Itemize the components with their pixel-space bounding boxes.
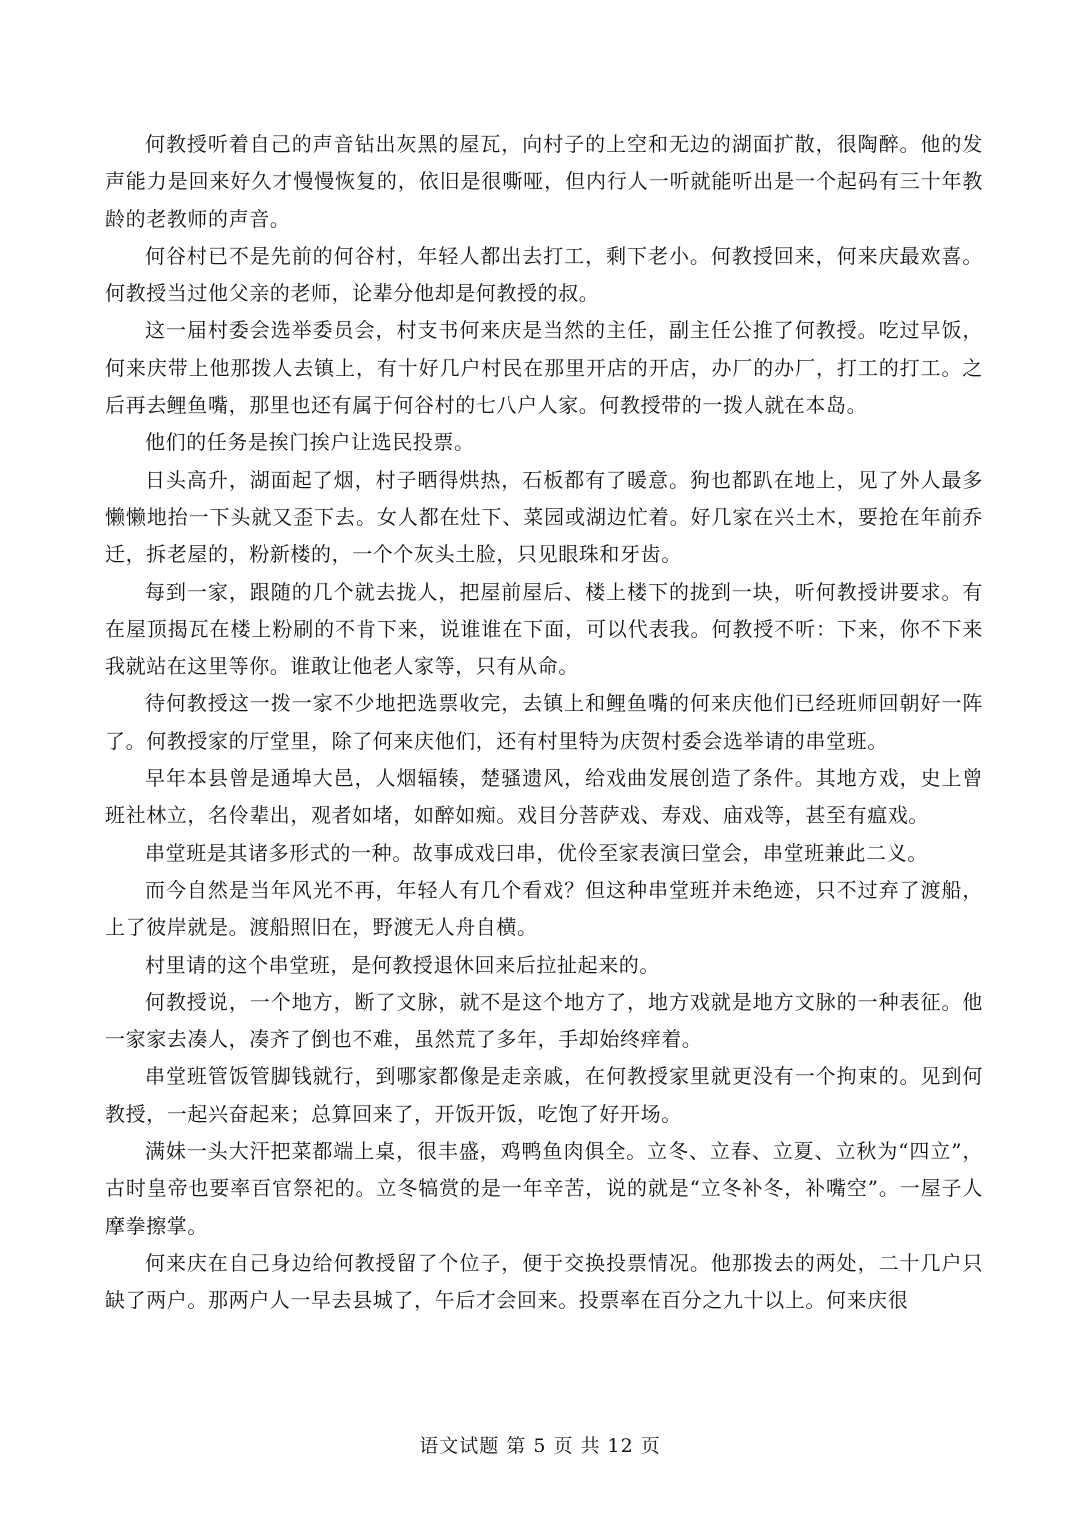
paragraph: 串堂班是其诸多形式的一种。故事成戏曰串，优伶至家表演曰堂会，串堂班兼此二义。 <box>145 840 928 865</box>
paragraph: 何来庆在自己身边给何教授留了个位子，便于交换投票情况。他那拨去的两处，二十几户只缺了两户。那两户人一早去县城了，午后才会回来。投票率在百分之九十以上。何来庆很 <box>105 1250 983 1313</box>
paragraph: 而今自然是当年风光不再，年轻人有几个看戏？但这种串堂班并未绝迹，只不过弃了渡船，上了彼岸就是。渡船照旧在，野渡无人舟自横。 <box>105 877 983 940</box>
paragraph: 何教授说，一个地方，断了文脉，就不是这个地方了，地方戏就是地方文脉的一种表征。他一家家去凑人，凑齐了倒也不难，虽然荒了多年，手却始终痒着。 <box>105 989 983 1052</box>
page-footer: 语文试题 第 5 页 共 12 页 <box>419 1435 661 1457</box>
paragraph: 每到一家，跟随的几个就去拢人，把屋前屋后、楼上楼下的拢到一块，听何教授讲要求。有在屋顶揭瓦在楼上粉刷的不肯下来，说谁谁在下面，可以代表我。何教授不听：下来，你不下来我就站在这里等你。谁敢让他老人家等，只有从命。 <box>105 579 983 679</box>
paragraph: 何谷村已不是先前的何谷村，年轻人都出去打工，剩下老小。何教授回来，何来庆最欢喜。何教授当过他父亲的老师，论辈分他却是何教授的叔。 <box>105 243 983 306</box>
paragraph: 这一届村委会选举委员会，村支书何来庆是当然的主任，副主任公推了何教授。吃过早饭，何来庆带上他那拨人去镇上，有十好几户村民在那里开店的开店，办厂的办厂，打工的打工。之后再去鲤鱼嘴，那里也还有属于何谷村的七八户人家。何教授带的一拨人就在本岛。 <box>105 318 983 418</box>
paragraph: 早年本县曾是通埠大邑，人烟辐辏，楚骚遗风，给戏曲发展创造了条件。其地方戏，史上曾班社林立，名伶辈出，观者如堵，如醉如痴。戏目分菩萨戏、寿戏、庙戏等，甚至有瘟戏。 <box>105 766 983 828</box>
paragraph: 日头高升，湖面起了烟，村子晒得烘热，石板都有了暖意。狗也都趴在地上，见了外人最多懒懒地抬一下头就又歪下去。女人都在灶下、菜园或湖边忙着。好几家在兴土木，要抢在年前乔迁，拆老屋的，粉新楼的，一个个灰头土脸，只见眼珠和牙齿。 <box>105 467 983 567</box>
paragraph: 他们的任务是挨门挨户让选民投票。 <box>145 430 475 455</box>
article-body <box>105 126 983 1320</box>
paragraph: 串堂班管饭管脚钱就行，到哪家都像是走亲戚，在何教授家里就更没有一个拘束的。见到何教授，一起兴奋起来；总算回来了，开饭开饭，吃饱了好开场。 <box>105 1064 983 1126</box>
paragraph: 满妹一头大汗把菜都端上桌，很丰盛，鸡鸭鱼肉俱全。立冬、立春、立夏、立秋为“四立”，古时皇帝也要率百官祭祀的。立冬犒赏的是一年辛苦，说的就是“立冬补冬，补嘴空”。一屋子人摩拳擦掌。 <box>105 1139 983 1238</box>
paragraph: 待何教授这一拨一家不少地把选票收完，去镇上和鲤鱼嘴的何来庆他们已经班师回朝好一阵了。何教授家的厅堂里，除了何来庆他们，还有村里特为庆贺村委会选举请的串堂班。 <box>105 691 983 753</box>
paragraph: 何教授听着自己的声音钻出灰黑的屋瓦，向村子的上空和无边的湖面扩散，很陶醉。他的发声能力是回来好久才慢慢恢复的，依旧是很嘶哑，但内行人一听就能听出是一个起码有三十年教龄的老教师的声音。 <box>105 132 983 231</box>
paragraph: 村里请的这个串堂班，是何教授退休回来后拉扯起来的。 <box>145 952 660 977</box>
